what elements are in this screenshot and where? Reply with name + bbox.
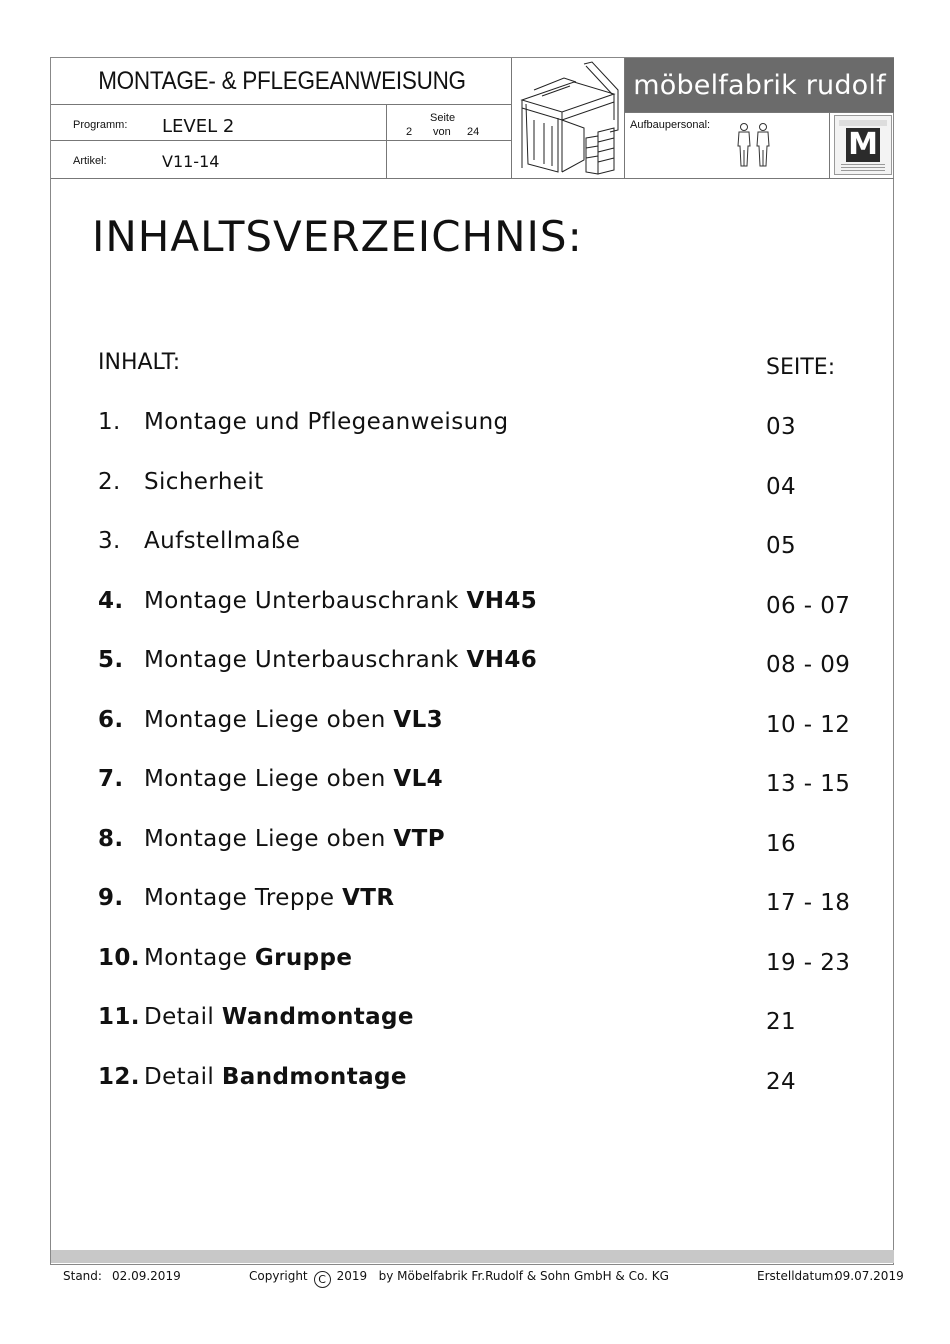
stand-label: Stand: [63,1269,102,1283]
quality-seal-logo [834,115,892,175]
loft-bed-illustration [514,60,622,176]
toc-item-number: 12. [98,1064,140,1090]
seite-column-header: SEITE: [766,355,836,380]
copyright-line [249,1269,669,1288]
artikel-label: Artikel: [73,155,107,167]
toc-item-number: 7. [98,766,124,792]
toc-item-number: 8. [98,826,124,852]
toc-item-number: 6. [98,707,124,733]
programm-label: Programm: [73,119,128,131]
toc-item-number: 11. [98,1004,140,1030]
toc-item-code: Wandmontage [221,1004,414,1030]
page-heading: INHALTSVERZEICHNIS: [92,212,583,261]
toc-item-code: VH46 [466,647,538,673]
header-divider [386,104,387,178]
toc-item-number: 4. [98,588,124,614]
toc-item-page: 19 - 23 [766,950,851,976]
seite-current: 2 [406,126,413,138]
copyright-text: 2019 by Möbelfabrik Fr.Rudolf & Sohn GmbH & Co. KG [336,1269,669,1283]
aufbaupersonal-label: Aufbaupersonal: [630,119,711,131]
toc-item-number: 2. [98,469,121,495]
seal-letter: M [846,128,880,162]
seal-footer [841,164,885,171]
header-divider [51,178,894,179]
toc-item-title [144,885,395,911]
toc-item-title [144,528,300,554]
brand-logo: möbelfabrik rudolf [625,58,894,112]
copyright-label: Copyright [249,1269,308,1283]
header-divider [51,140,511,141]
toc-item-code: Bandmontage [221,1064,407,1090]
toc-item-text: Montage Liege oben [144,766,394,792]
toc-item-title [144,1004,414,1030]
artikel-value: V11-14 [162,152,220,171]
toc-item-text: Detail [144,1064,222,1090]
page-indicator [388,106,512,140]
toc-item-code: VH45 [466,588,538,614]
erstell-label: Erstelldatum: [757,1269,838,1283]
toc-item-text: Montage Treppe [144,885,343,911]
toc-item-title [144,1064,407,1090]
header-divider [51,104,511,105]
toc-item-text: Montage Unterbauschrank [144,588,467,614]
toc-item-text: Montage [144,945,255,971]
toc-item-code: VTR [342,885,395,911]
toc-item-page: 16 [766,831,797,857]
toc-item-title [144,588,537,614]
header-divider [829,112,830,178]
seite-label: Seite [430,112,456,124]
seite-von: von [433,126,451,138]
toc-item-page: 17 - 18 [766,890,851,916]
toc-item-page: 08 - 09 [766,652,851,678]
toc-item-code: VL3 [393,707,444,733]
two-persons-icon [734,122,774,168]
toc-item-number: 1. [98,409,121,435]
toc-item-page: 21 [766,1009,797,1035]
seal-band [839,120,887,126]
copyright-icon: C [314,1271,331,1288]
inhalt-column-header: INHALT: [98,350,181,375]
toc-item-title [144,469,264,495]
toc-item-number: 3. [98,528,121,554]
toc-item-title [144,826,445,852]
toc-item-text: Montage Unterbauschrank [144,647,467,673]
toc-item-page: 03 [766,414,797,440]
toc-item-page: 13 - 15 [766,771,851,797]
toc-item-title [144,945,352,971]
toc-item-text: Aufstellmaße [144,528,301,554]
programm-value: LEVEL 2 [162,116,235,137]
toc-item-code: Gruppe [254,945,353,971]
toc-item-number: 10. [98,945,140,971]
toc-item-text: Montage Liege oben [144,826,394,852]
seite-total: 24 [467,126,480,138]
toc-item-number: 9. [98,885,124,911]
toc-item-text: Montage Liege oben [144,707,394,733]
toc-item-title [144,707,443,733]
toc-item-title [144,647,537,673]
toc-item-page: 05 [766,533,797,559]
header-divider [624,112,894,113]
toc-item-page: 04 [766,474,797,500]
stand-date: 02.09.2019 [112,1269,181,1283]
toc-item-code: VTP [393,826,445,852]
toc-item-title [144,766,443,792]
document-title: MONTAGE- & PFLEGEANWEISUNG [98,66,466,95]
toc-item-page: 10 - 12 [766,712,851,738]
toc-item-text: Montage und Pflegeanweisung [144,409,509,435]
toc-item-number: 5. [98,647,124,673]
toc-item-title [144,409,509,435]
footer-bar [51,1250,894,1263]
toc-item-text: Sicherheit [144,469,264,495]
toc-item-code: VL4 [393,766,444,792]
toc-item-text: Detail [144,1004,222,1030]
toc-item-page: 24 [766,1069,797,1095]
toc-item-page: 06 - 07 [766,593,851,619]
erstell-date: 09.07.2019 [835,1269,904,1283]
